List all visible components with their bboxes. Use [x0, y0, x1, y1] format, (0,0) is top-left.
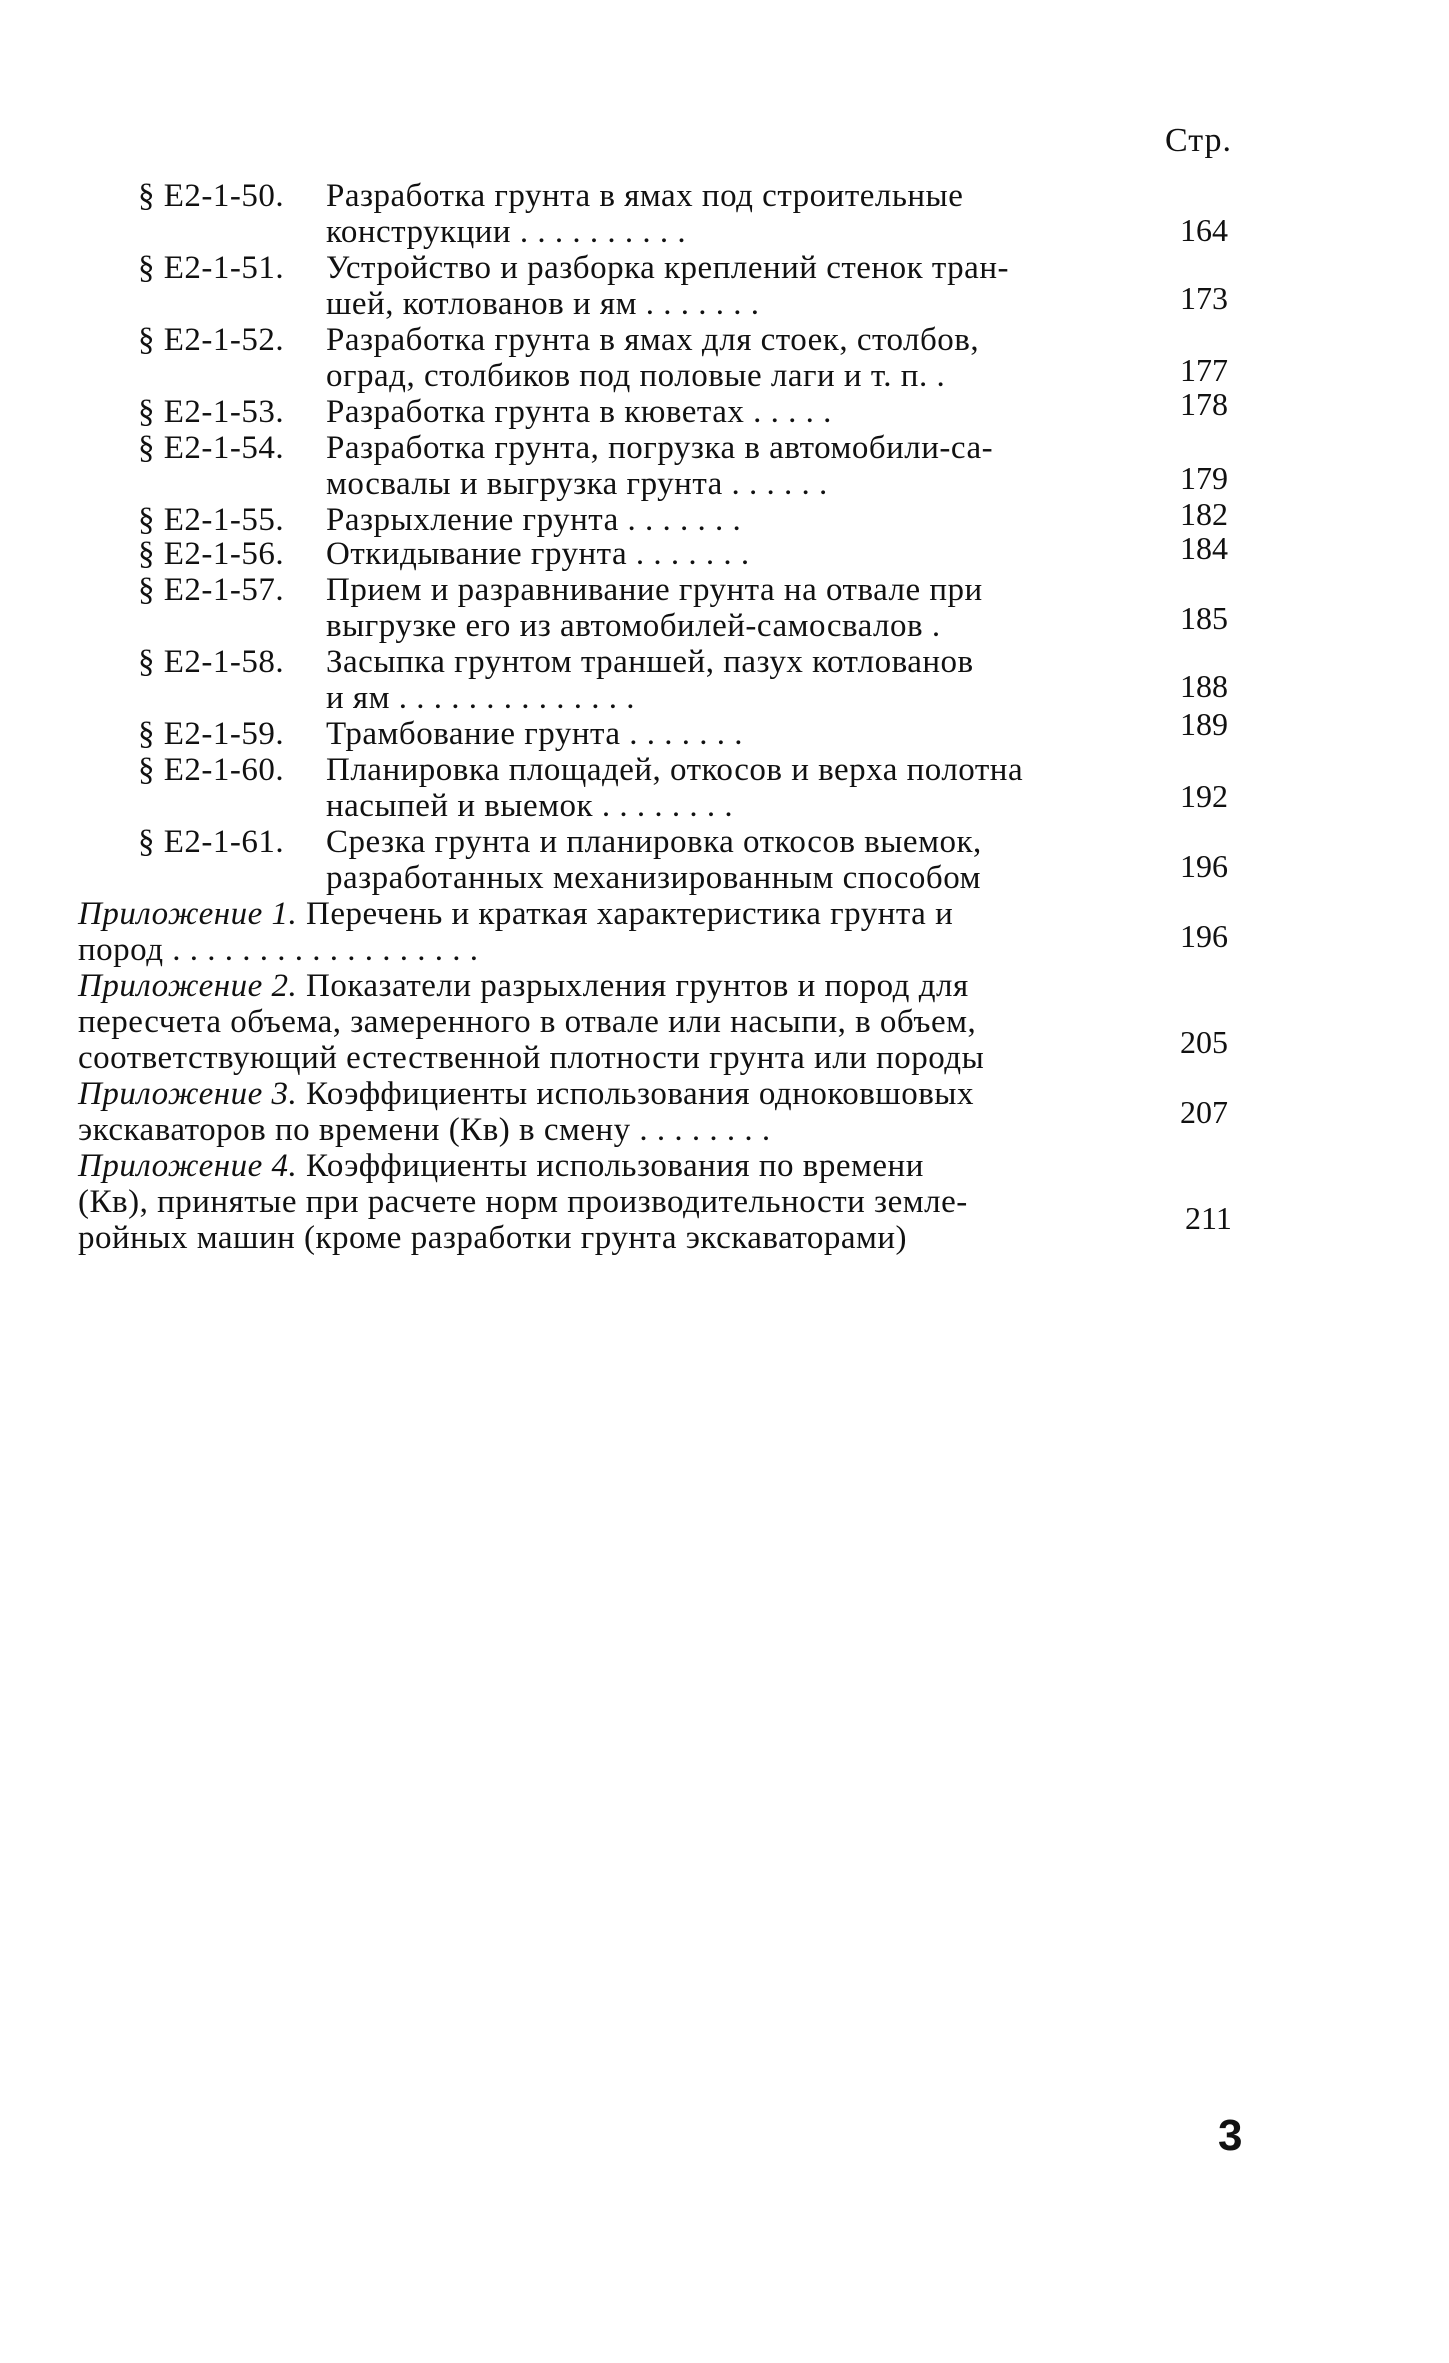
toc-entry-title: Разработка грунта в ямах для стоек, столбов, [326, 322, 980, 358]
toc-entry-page: 177 [1180, 352, 1228, 388]
appendix-page: 207 [1180, 1094, 1228, 1130]
toc-entry-title: Срезка грунта и планировка откосов выемок, [326, 824, 982, 860]
toc-entry-code: § Е2-1-58. [138, 644, 285, 680]
toc-entry-page: 185 [1180, 600, 1228, 636]
toc-entry-code: § Е2-1-53. [138, 394, 285, 430]
toc-entry-title: Откидывание грунта . . . . . . . [326, 536, 750, 572]
appendix-title: Перечень и краткая характеристика грунта и [305, 896, 954, 932]
toc-entry-code: § Е2-1-50. [138, 178, 285, 214]
toc-entry-page: 179 [1180, 460, 1228, 496]
toc-entry-code: § Е2-1-55. [138, 502, 285, 538]
appendix-label: Приложение 3. [78, 1076, 298, 1112]
toc-entry-title: конструкции . . . . . . . . . . [326, 214, 687, 250]
appendix-title: ройных машин (кроме разработки грунта экскаваторами) [78, 1220, 908, 1256]
appendix-page: 211 [1185, 1200, 1232, 1236]
toc-entry-title: насыпей и выемок . . . . . . . . [326, 788, 734, 824]
appendix-entry [78, 1076, 974, 1112]
toc-entry-code: § Е2-1-59. [138, 716, 285, 752]
appendix-entry [78, 1148, 924, 1184]
toc-entry-page: 188 [1180, 668, 1228, 704]
toc-entry-page: 192 [1180, 778, 1228, 814]
page-column-header: Стр. [1165, 122, 1233, 159]
toc-entry-code: § Е2-1-61. [138, 824, 285, 860]
appendix-entry [78, 968, 969, 1004]
toc-entry-title: Разработка грунта в кюветах . . . . . [326, 394, 832, 430]
toc-entry-code: § Е2-1-56. [138, 536, 285, 572]
toc-entry-code: § Е2-1-60. [138, 752, 285, 788]
appendix-entry [78, 896, 953, 932]
appendix-title: пород . . . . . . . . . . . . . . . . . . [78, 932, 479, 968]
toc-entry-title: Прием и разравнивание грунта на отвале при [326, 572, 983, 608]
appendix-title: экскаваторов по времени (Кв) в смену . . . . . . . . [78, 1112, 771, 1148]
toc-entry-title: выгрузке его из автомобилей-самосвалов . [326, 608, 941, 644]
appendix-label: Приложение 2. [78, 968, 298, 1004]
appendix-title: Коэффициенты использования одноковшовых [305, 1076, 974, 1112]
toc-entry-title: разработанных механизированным способом [326, 860, 981, 896]
toc-entry-code: § Е2-1-52. [138, 322, 285, 358]
appendix-title: соответствующий естественной плотности грунта или породы [78, 1040, 985, 1076]
appendix-title: Показатели разрыхления грунтов и пород для [305, 968, 969, 1004]
toc-entry-code: § Е2-1-57. [138, 572, 285, 608]
toc-entry-title: шей, котлованов и ям . . . . . . . [326, 286, 760, 322]
toc-entry-title: Разрыхление грунта . . . . . . . [326, 502, 742, 538]
toc-entry-page: 178 [1180, 386, 1228, 422]
page-number: 3 [1218, 2111, 1243, 2160]
toc-entry-page: 164 [1180, 212, 1228, 248]
appendix-title: пересчета объема, замеренного в отвале или насыпи, в объем, [78, 1004, 977, 1040]
toc-entry-page: 196 [1180, 848, 1228, 884]
toc-entry-page: 182 [1180, 496, 1228, 532]
toc-entry-title: Разработка грунта, погрузка в автомобили-са- [326, 430, 994, 466]
appendix-label: Приложение 4. [78, 1148, 298, 1184]
toc-entry-code: § Е2-1-51. [138, 250, 285, 286]
toc-entry-page: 184 [1180, 530, 1228, 566]
toc-entry-page: 189 [1180, 706, 1228, 742]
toc-entry-title: и ям . . . . . . . . . . . . . . [326, 680, 635, 716]
appendix-page: 196 [1180, 918, 1228, 954]
appendix-title: Коэффициенты использования по времени [305, 1148, 924, 1184]
toc-entry-title: Трамбование грунта . . . . . . . [326, 716, 743, 752]
appendix-label: Приложение 1. [78, 896, 298, 932]
appendix-title: (Кв), принятые при расчете норм производительности земле- [78, 1184, 968, 1220]
toc-entry-title: Засыпка грунтом траншей, пазух котлованов [326, 644, 974, 680]
toc-entry-title: оград, столбиков под половые лаги и т. п. . [326, 358, 946, 394]
toc-entry-code: § Е2-1-54. [138, 430, 285, 466]
toc-entry-title: Планировка площадей, откосов и верха полотна [326, 752, 1024, 788]
toc-entry-title: Устройство и разборка креплений стенок тран- [326, 250, 1009, 286]
toc-entry-page: 173 [1180, 280, 1228, 316]
toc-entry-title: Разработка грунта в ямах под строительные [326, 178, 964, 214]
appendix-page: 205 [1180, 1024, 1228, 1060]
toc-entry-title: мосвалы и выгрузка грунта . . . . . . [326, 466, 828, 502]
